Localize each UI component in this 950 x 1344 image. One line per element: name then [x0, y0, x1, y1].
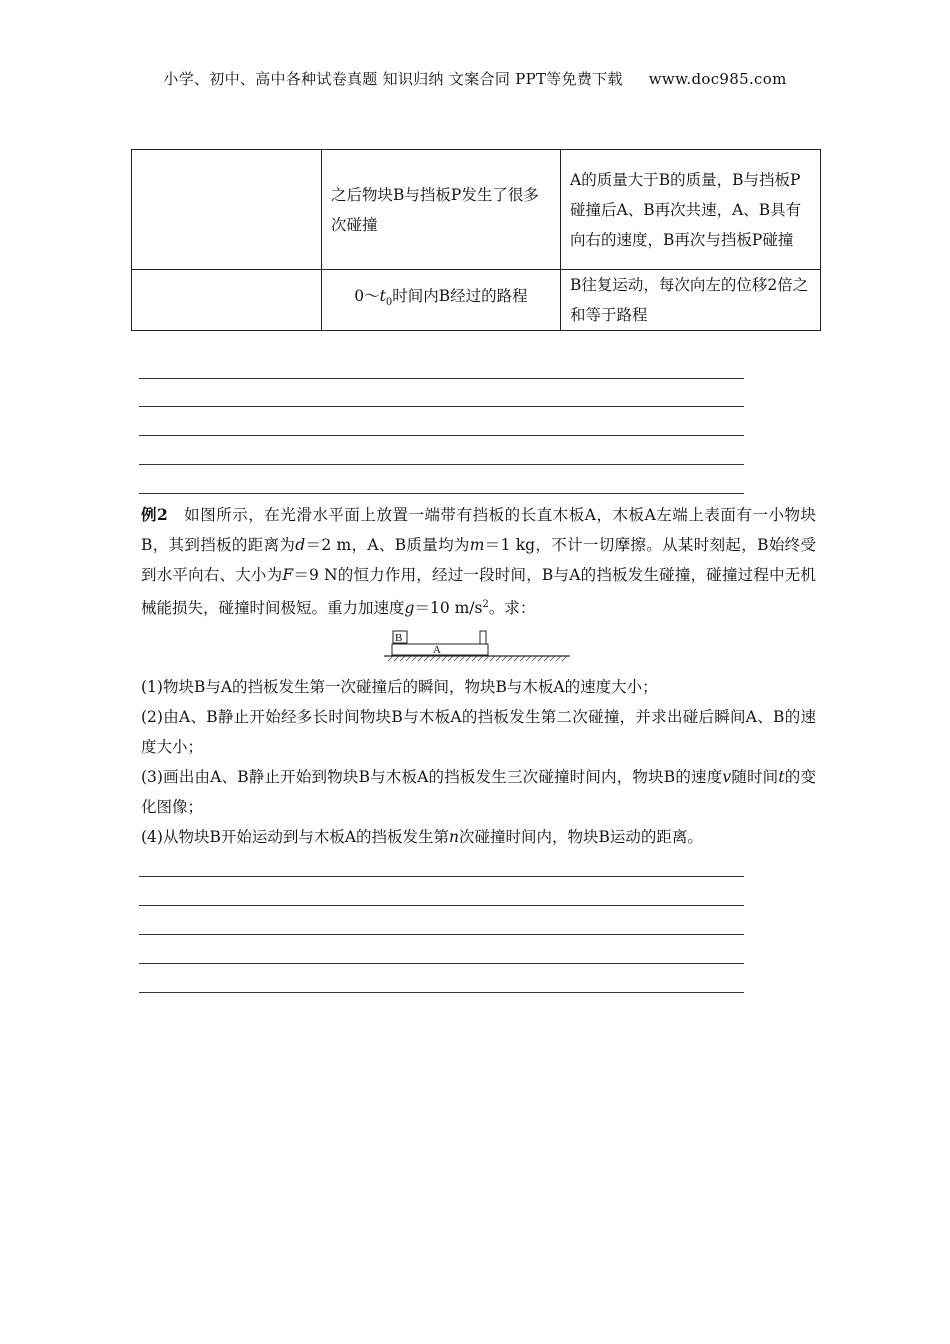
problem-text: ＝9 N的恒力作用，经过一段时间，B与A的挡板发生碰撞，碰撞过程中无机械能损失，碰撞时间极短。重力加速度: [141, 566, 816, 618]
table-cell-empty: [132, 150, 322, 270]
table-cell-analysis: B往复运动，每次向左的位移2倍之和等于路程: [561, 270, 821, 331]
var-t: t: [778, 768, 785, 786]
var-m: m: [469, 536, 485, 554]
answer-line: [139, 435, 744, 436]
header-text: 小学、初中、高中各种试卷真题 知识归纳 文案合同 PPT等免费下载: [163, 70, 623, 88]
var-t: t: [379, 287, 386, 306]
table-cell-analysis: A的质量大于B的质量，B与挡板P碰撞后A、B再次共速，A、B具有向右的速度，B再次与挡板P碰撞: [561, 150, 821, 270]
superscript: 2: [482, 599, 489, 610]
question-text: 次碰撞时间内，物块B运动的距离。: [459, 828, 703, 846]
subscript: 0: [385, 297, 393, 309]
analysis-table: [131, 149, 821, 331]
problem-text: ＝10 m/s: [414, 599, 483, 618]
answer-line: [139, 905, 744, 906]
var-v: v: [722, 768, 732, 786]
answer-line: [139, 406, 744, 407]
var-d: d: [295, 536, 306, 554]
answer-line: [139, 464, 744, 465]
board-figure: [384, 624, 570, 662]
label-b: B: [395, 632, 403, 644]
answer-line: [139, 493, 744, 494]
problem-text: 。求：: [488, 599, 536, 618]
answer-line: [139, 992, 744, 993]
question-4: [141, 822, 816, 852]
question-text: 的变化图像；: [141, 768, 816, 816]
label-a: A: [433, 644, 441, 656]
question-text: 随时间: [731, 768, 779, 786]
var-n: n: [449, 828, 460, 846]
var-f: F: [282, 566, 294, 584]
question-2: (2)由A、B静止开始经多长时间物块B与木板A的挡板发生第二次碰撞，并求出碰后瞬间A、B的速度大小；: [141, 708, 816, 756]
table-row: [132, 270, 821, 331]
header-url[interactable]: www.doc985.com: [648, 70, 787, 88]
page-header: [0, 68, 950, 89]
question-3: [141, 762, 816, 822]
answer-line: [139, 934, 744, 935]
question-text: (3)画出由A、B静止开始到物块B与木板A的挡板发生三次碰撞时间内，物块B的速度: [141, 768, 723, 786]
question-text: (4)从物块B开始运动到与木板A的挡板发生第: [141, 828, 450, 846]
cell-text: 0～: [354, 287, 380, 306]
table-cell-condition: 之后物块B与挡板P发生了很多次碰撞: [322, 150, 561, 270]
answer-line: [139, 876, 744, 877]
example-problem: [141, 500, 816, 623]
question-1: (1)物块B与A的挡板发生第一次碰撞后的瞬间，物块B与木板A的速度大小；: [141, 678, 658, 696]
problem-text: 如图所示，在光滑水平面上放置一端带有挡板的长直木板A，木板A左端上表面有一小物块B，其到挡板的距离为: [141, 506, 816, 554]
problem-text: ＝2 m，A、B质量均为: [305, 536, 470, 554]
var-g: g: [404, 599, 415, 618]
answer-line: [139, 963, 744, 964]
example-label: 例2: [141, 505, 168, 524]
cell-text: 时间内B经过的路程: [392, 287, 528, 306]
baffle: [480, 631, 486, 644]
table-row: [132, 150, 821, 270]
answer-line: [139, 378, 744, 379]
table-cell-condition: [322, 270, 561, 331]
problem-text: ＝1 kg，不计一切摩擦。从某时刻起，B始终受到水平向右、大小为: [141, 536, 816, 584]
table-cell-empty: [132, 270, 322, 331]
